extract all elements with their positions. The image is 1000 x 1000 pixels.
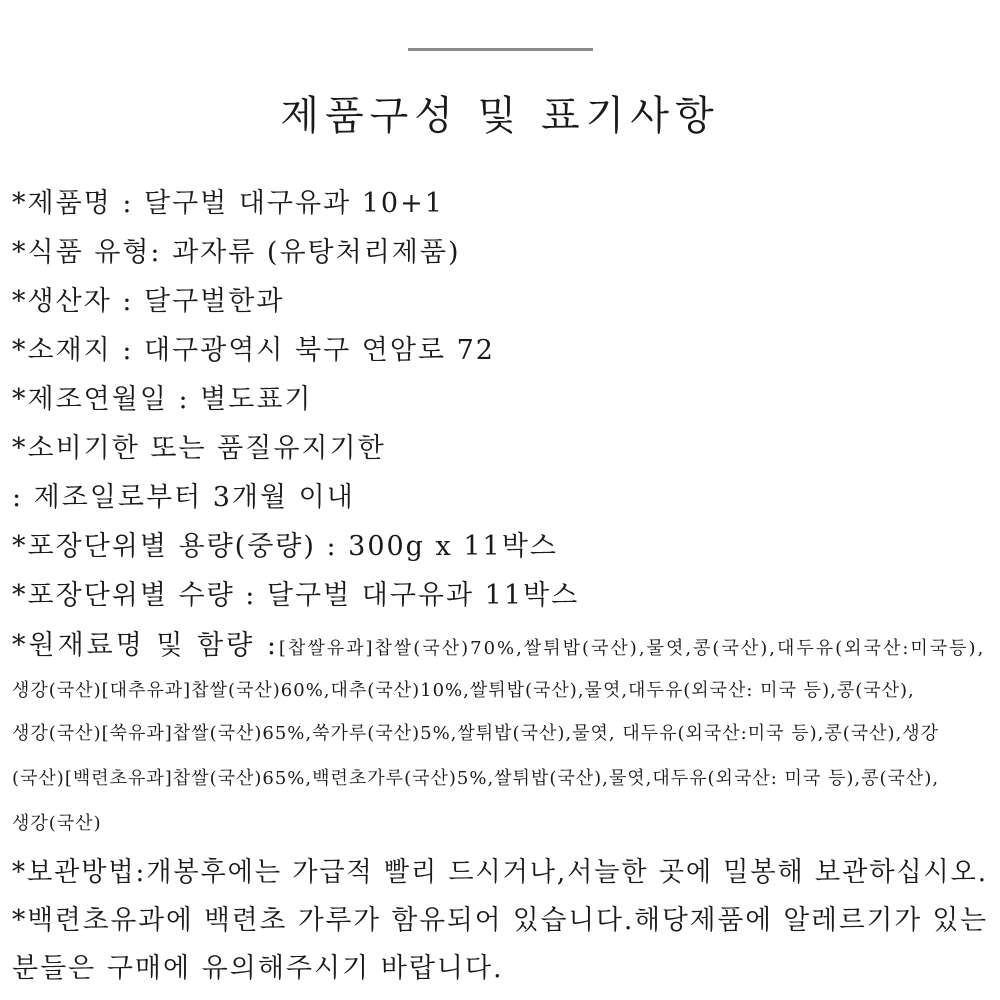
fit-row: *보관방법:개봉후에는 가급적 빨리 드시거나,서늘한 곳에 밀봉해 보관하십시오. bbox=[12, 857, 988, 888]
storage-note bbox=[12, 855, 1000, 891]
ingredients-line bbox=[12, 810, 102, 838]
ingredients-line bbox=[12, 677, 915, 705]
fit-row: 생강(국산)[대추유과]찹쌀(국산)60%,대추(국산)10%,쌀튀밥(국산),물엿,대두유(외국산: 미국 등),콩(국산), bbox=[12, 680, 915, 701]
ingredients-line bbox=[12, 765, 939, 793]
fit-row: (국산)[백련초유과]찹쌀(국산)65%,백련초가루(국산)5%,쌀튀밥(국산),물엿,대두유(외국산: 미국 등),콩(국산), bbox=[12, 768, 940, 789]
fit-row bbox=[12, 628, 985, 667]
address-line: *소재지 : 대구광역시 북구 연암로 72 bbox=[12, 335, 495, 366]
ingredients-first-line bbox=[12, 628, 985, 667]
allergy-note bbox=[12, 903, 1000, 939]
fit-row: 생강(국산) bbox=[12, 813, 102, 834]
fit-row: 생강(국산)[쑥유과]찹쌀(국산)65%,쑥가루(국산)5%,쌀튀밥(국산),물엿, 대두유(외국산:미국 등),콩(국산),생강 bbox=[12, 723, 940, 744]
product-name-line: *제품명 : 달구벌 대구유과 10+1 bbox=[12, 188, 444, 219]
ingredients-text: [찹쌀유과]찹쌀(국산)70%,쌀튀밥(국산),물엿,콩(국산),대두유(외국산:미국등), bbox=[278, 638, 986, 659]
food-type-line: *식품 유형: 과자류 (유탕처리제품) bbox=[12, 237, 461, 268]
fit-row: 분들은 구매에 유의해주시기 바랍니다. bbox=[12, 953, 504, 984]
page-title: 제품구성 및 표기사항 bbox=[280, 93, 720, 139]
ingredients-label: *원재료명 및 함량 : bbox=[12, 630, 279, 661]
package-quantity-line: *포장단위별 수량 : 달구벌 대구유과 11박스 bbox=[12, 580, 580, 611]
package-weight-line: *포장단위별 용량(중량) : 300g x 11박스 bbox=[12, 531, 558, 562]
manufacture-date-line: *제조연월일 : 별도표기 bbox=[12, 384, 313, 415]
ingredients-line bbox=[12, 720, 939, 748]
top-divider bbox=[408, 48, 593, 51]
expiry-line: *소비기한 또는 품질유지기한 bbox=[12, 433, 386, 464]
fit-row: *백련초유과에 백련초 가루가 함유되어 있습니다.해당제품에 알레르기가 있는 bbox=[12, 905, 988, 936]
allergy-note-continued bbox=[12, 951, 504, 987]
producer-line: *생산자 : 달구벌한과 bbox=[12, 286, 285, 317]
expiry-detail-line: : 제조일로부터 3개월 이내 bbox=[12, 482, 355, 513]
